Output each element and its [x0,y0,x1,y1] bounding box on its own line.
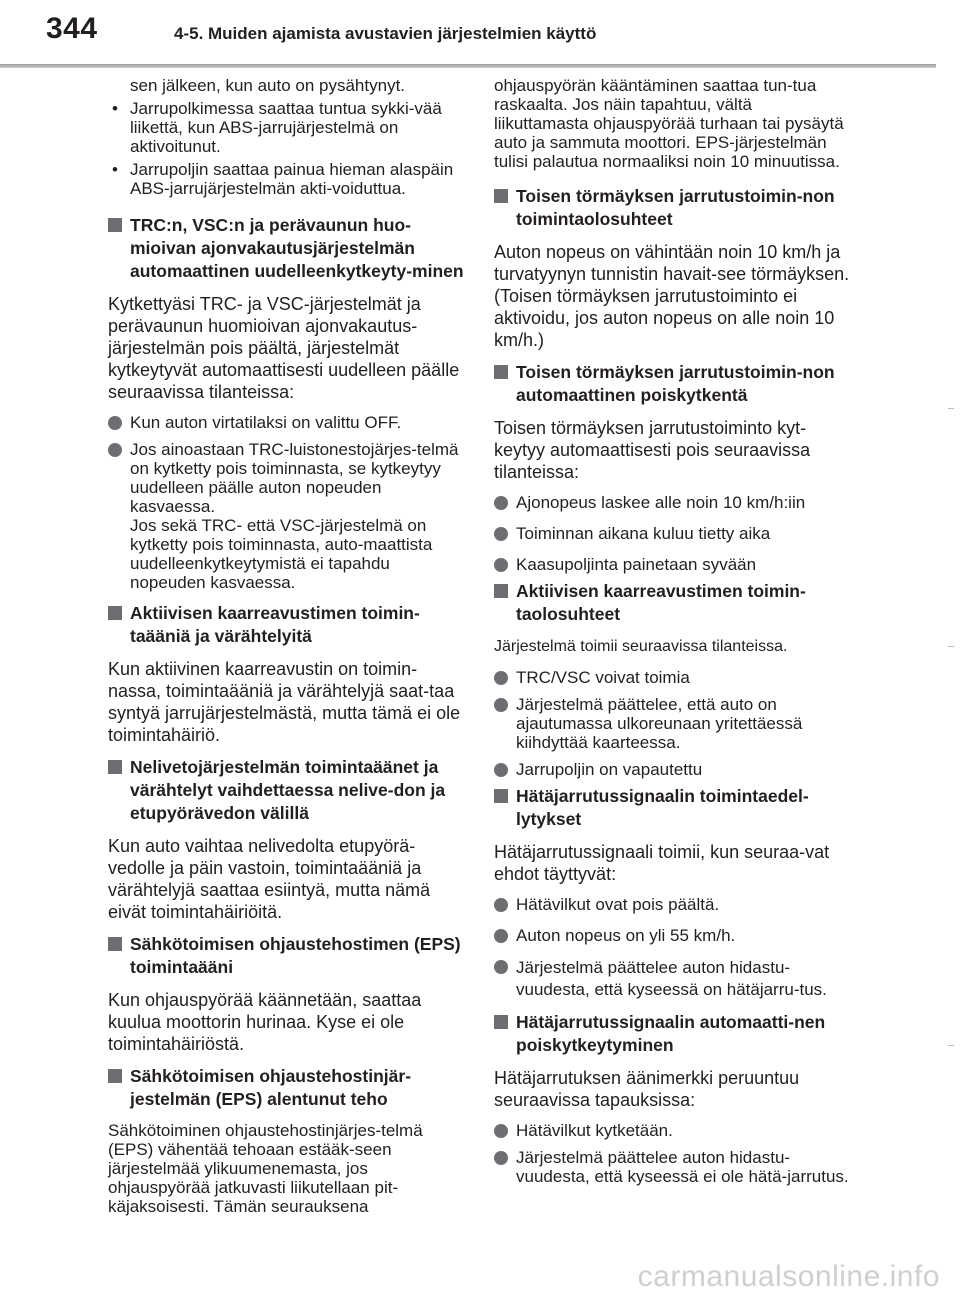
square-bullet-icon [108,760,122,774]
section-heading [494,785,850,831]
round-bullet-icon [494,898,508,912]
page-number: 344 [46,12,98,45]
header-rule [0,64,936,68]
square-bullet-icon [494,584,508,598]
paragraph: Kun auto vaihtaa nelivedolta etupyörä-vedolle ja päin vastoin, toimintaääniä ja värähtelyjä saattaa esiintyä, mutta nämä eivät toimintahäiriöitä. [108,836,431,922]
square-bullet-icon [108,218,122,232]
round-bullet-icon [108,416,122,430]
bullet-item [494,1121,850,1140]
continued-text: sen jälkeen, kun auto on pysähtynyt. [130,76,406,95]
heading-text: Hätäjarrutussignaalin automaatti-nen poiskytkeytyminen [516,1012,826,1055]
bullet-text: Hätävilkut ovat pois päältä. [516,895,720,914]
section-title: 4-5. Muiden ajamista avustavien järjestelmien käyttö [174,24,597,43]
section-heading [108,1065,468,1111]
margin-tick [948,646,954,647]
paragraph: Sähkötoiminen ohjaustehostinjärjes-telmä (EPS) vähentää tehoaan estääk-seen järjestelmää ylikuumenemasta, jos ohjauspyörää jatkuvasti liikutellaan pit-käjaksoisesti. Tämän seurauksena [108,1121,423,1216]
square-bullet-icon [108,937,122,951]
paragraph: Järjestelmä toimii seuraavissa tilanteissa. [494,638,788,655]
heading-text: Aktiivisen kaarreavustimen toimin-taolosuhteet [516,581,806,624]
square-bullet-icon [108,606,122,620]
bullet-text: Jarrupoljin on vapautettu [516,760,703,779]
bullet-text: Ajonopeus laskee alle noin 10 km/h:iin [516,493,806,512]
round-bullet-icon [494,496,508,510]
dash-list-item [108,99,468,156]
round-bullet-icon [108,443,122,457]
square-bullet-icon [494,1015,508,1029]
section-heading [108,214,468,283]
paragraph: Kytkettyäsi TRC- ja VSC-järjestelmät ja perävaunun huomioivan ajonvakautus-järjestelmän pois päältä, järjestelmät kytkeytyvät automaattisesti uudelleen päälle seuraavissa tilanteissa: [108,294,460,402]
round-bullet-icon [494,558,508,572]
round-bullet-icon [494,1151,508,1165]
round-bullet-icon [494,527,508,541]
round-bullet-icon [494,929,508,943]
right-column [494,76,850,1194]
bullet-item [494,493,850,512]
bullet-item [108,413,468,432]
square-bullet-icon [494,189,508,203]
bullet-item [494,957,850,1001]
paragraph: Kun aktiivinen kaarreavustin on toimin-nassa, toimintaääniä ja värähtelyjä saat-taa syntyä jarrujärjestelmästä, mutta tämä ei ole toimintahäiriö. [108,659,461,745]
paragraph: Hätäjarrutussignaali toimii, kun seuraa-vat ehdot täyttyvät: [494,842,830,884]
bullet-item [494,760,850,779]
dash-marker: • [112,160,118,179]
margin-tick [948,1045,954,1046]
dash-marker: • [112,99,118,118]
margin-tick [948,408,954,409]
heading-text: Sähkötoimisen ohjaustehostinjär-jestelmän (EPS) alentunut teho [130,1066,412,1109]
bullet-item [494,1148,850,1186]
section-heading [108,933,468,979]
paragraph: Toisen törmäyksen jarrutustoiminto kyt-keytyy automaattisesti pois seuraavissa tilanteissa: [494,418,811,482]
bullet-text: Järjestelmä päättelee auton hidastu-vuudesta, että kyseessä on hätäjarru-tus. [516,958,827,999]
bullet-text: Jos ainoastaan TRC-luistonestojärjes-telmä on kytketty pois toiminnasta, se kytkeytyy uudelleen päälle auton nopeuden kasvaessa. [130,440,459,516]
section-heading [108,756,468,825]
section-heading [494,185,850,231]
heading-text: Hätäjarrutussignaalin toimintaedel-lytykset [516,786,809,829]
bullet-text: Kun auton virtatilaksi on valittu OFF. [130,413,402,432]
paragraph: Hätäjarrutuksen äänimerkki peruuntuu seuraavissa tapauksissa: [494,1068,800,1110]
section-heading [494,361,850,407]
round-bullet-icon [494,763,508,777]
bullet-item [494,668,850,687]
bullet-text: Kaasupoljinta painetaan syvään [516,555,757,574]
bullet-text: Toiminnan aikana kuluu tietty aika [516,524,771,543]
heading-text: Toisen törmäyksen jarrutustoimin-non automaattinen poiskytkentä [516,362,835,405]
heading-text: Sähkötoimisen ohjaustehostimen (EPS) toimintaääni [130,934,461,977]
paragraph: ohjauspyörän kääntäminen saattaa tun-tua raskaalta. Jos näin tapahtuu, vältä liikuttamasta ohjauspyörää turhaan tai pysäytä auto ja sammuta moottori. EPS-järjestelmän tulisi palautua normaaliksi noin 10 minuutissa. [494,76,844,171]
bullet-item [494,926,850,945]
bullet-text: Auton nopeus on yli 55 km/h. [516,926,736,945]
section-heading [494,1011,850,1057]
bullet-text: TRC/VSC voivat toimia [516,668,690,687]
bullet-text: Järjestelmä päättelee auton hidastu-vuudesta, että kyseessä ei ole hätä-jarrutus. [516,1148,849,1186]
dash-item-text: Jarrupoljin saattaa painua hieman alaspäin ABS-jarrujärjestelmän akti-voiduttua. [130,160,454,198]
bullet-text: Järjestelmä päättelee, että auto on ajautumassa ulkoreunaan yritettäessä kiihdyttää kaarteessa. [516,695,803,752]
watermark: carmanualsonline.info [637,1260,940,1293]
bullet-item [494,524,850,543]
section-heading [494,580,850,626]
heading-text: Toisen törmäyksen jarrutustoimin-non toimintaolosuhteet [516,186,835,229]
round-bullet-icon [494,1124,508,1138]
dash-list-item [108,160,468,198]
left-column [108,76,468,1226]
bullet-item [494,555,850,574]
section-heading [108,602,468,648]
bullet-text-continued: Jos sekä TRC- että VSC-järjestelmä on kytketty pois toiminnasta, auto-maattista uudelleenkytkeytymistä ei tapahdu nopeuden kasvaessa. [130,516,433,592]
round-bullet-icon [494,960,508,974]
square-bullet-icon [494,365,508,379]
paragraph: Kun ohjauspyörää käännetään, saattaa kuulua moottorin hurinaa. Kyse ei ole toimintahäiriöstä. [108,990,422,1054]
bullet-text: Hätävilkut kytketään. [516,1121,673,1140]
dash-item-text: Jarrupolkimessa saattaa tuntua sykki-vää liikettä, kun ABS-jarrujärjestelmä on aktivoitunut. [130,99,442,156]
square-bullet-icon [494,789,508,803]
heading-text: Aktiivisen kaarreavustimen toimin-taääniä ja värähtelyitä [130,603,420,646]
square-bullet-icon [108,1069,122,1083]
heading-text: Nelivetojärjestelmän toimintaäänet ja värähtelyt vaihdettaessa nelive-don ja etupyörävedon välillä [130,757,446,823]
bullet-item [108,440,468,592]
page-header [0,0,960,70]
paragraph: Auton nopeus on vähintään noin 10 km/h ja turvatyynyn tunnistin havait-see törmäyksen. (Toisen törmäyksen jarrutustoiminto ei aktivoidu, jos auton nopeus on alle noin 10 km/h.) [494,242,850,350]
round-bullet-icon [494,698,508,712]
bullet-item [494,895,850,914]
round-bullet-icon [494,671,508,685]
bullet-item [494,695,850,752]
heading-text: TRC:n, VSC:n ja perävaunun huo-mioivan ajonvakautusjärjestelmän automaattinen uudelleenkytkeyty-minen [130,215,464,281]
